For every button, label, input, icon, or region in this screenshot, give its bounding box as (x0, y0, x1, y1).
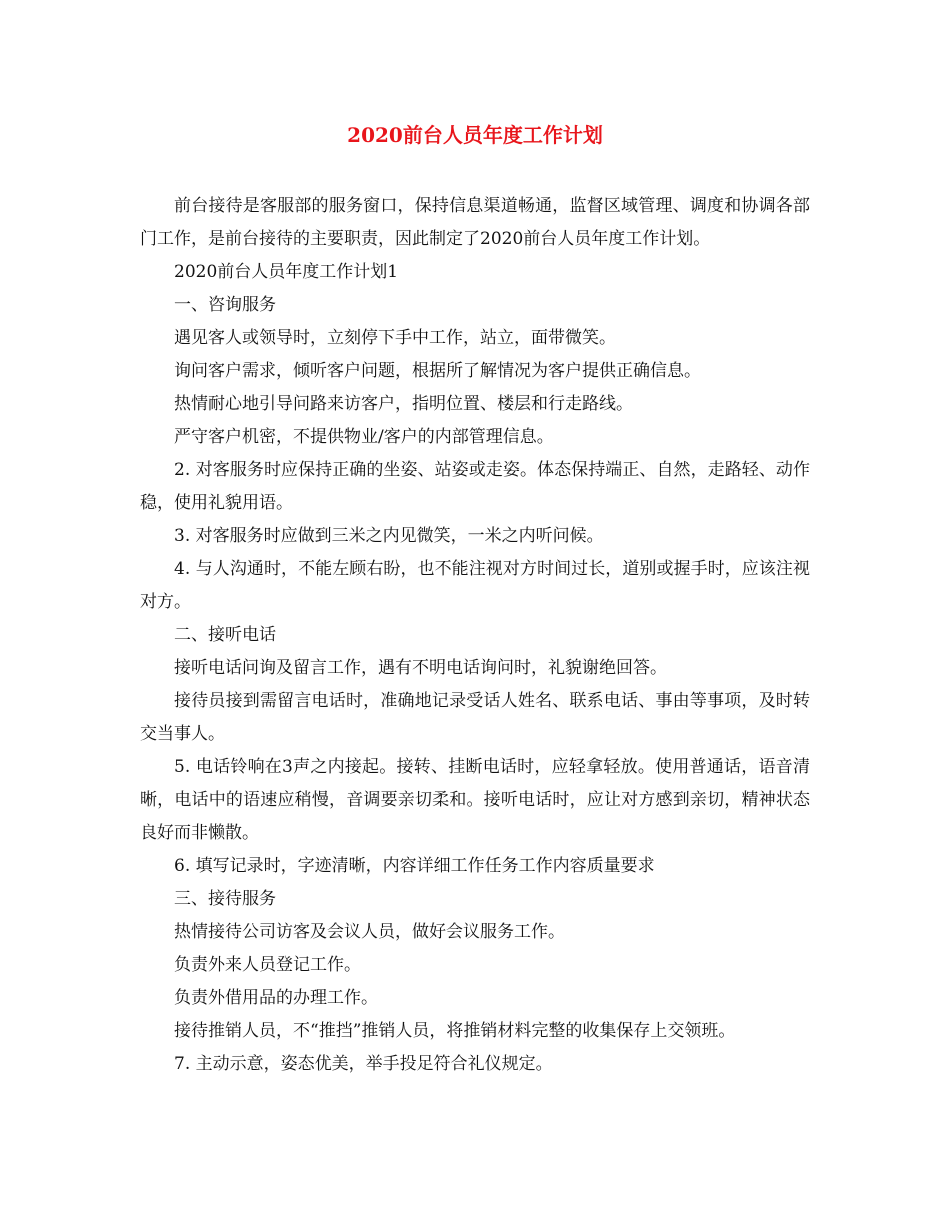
paragraph: 2. 对客服务时应保持正确的坐姿、站姿或走姿。体态保持端正、自然，走路轻、动作稳，使用礼貌用语。 (140, 460, 810, 513)
paragraph: 负责外借用品的办理工作。 (174, 988, 378, 1008)
paragraph: 5. 电话铃响在3声之内接起。接转、挂断电话时，应轻拿轻放。使用普通话，语音清晰，电话中的语速应稍慢，音调要亲切柔和。接听电话时，应让对方感到亲切，精神状态良好而非懒散。 (140, 757, 810, 843)
section-heading: 一、咨询服务 (174, 295, 276, 315)
paragraph: 接待员接到需留言电话时，准确地记录受话人姓名、联系电话、事由等事项，及时转交当事人。 (140, 691, 810, 744)
paragraph: 2020前台人员年度工作计划1 (174, 262, 399, 282)
paragraph: 严守客户机密，不提供物业/客户的内部管理信息。 (174, 427, 554, 447)
paragraph: 询问客户需求，倾听客户问题，根据所了解情况为客户提供正确信息。 (174, 361, 701, 381)
section-heading: 二、接听电话 (174, 625, 276, 645)
document-title: 2020前台人员年度工作计划 (347, 123, 603, 147)
document-body (140, 190, 810, 1081)
section-heading: 三、接待服务 (174, 889, 276, 909)
paragraph: 7. 主动示意，姿态优美，举手投足符合礼仪规定。 (174, 1054, 553, 1074)
paragraph: 前台接待是客服部的服务窗口，保持信息渠道畅通，监督区域管理、调度和协调各部门工作，是前台接待的主要职责，因此制定了2020前台人员年度工作计划。 (140, 196, 810, 249)
paragraph: 3. 对客服务时应做到三米之内见微笑，一米之内听问候。 (174, 526, 604, 546)
paragraph: 负责外来人员登记工作。 (174, 955, 361, 975)
paragraph: 遇见客人或领导时，立刻停下手中工作，站立，面带微笑。 (174, 328, 616, 348)
paragraph: 接听电话问询及留言工作，遇有不明电话询问时，礼貌谢绝回答。 (174, 658, 667, 678)
paragraph: 6. 填写记录时，字迹清晰，内容详细工作任务工作内容质量要求 (174, 856, 655, 876)
paragraph: 接待推销人员，不“推挡”推销人员，将推销材料完整的收集保存上交领班。 (174, 1021, 736, 1041)
paragraph: 4. 与人沟通时，不能左顾右盼，也不能注视对方时间过长，道别或握手时，应该注视对方。 (140, 559, 810, 612)
paragraph: 热情接待公司访客及会议人员，做好会议服务工作。 (174, 922, 565, 942)
paragraph: 热情耐心地引导问路来访客户，指明位置、楼层和行走路线。 (174, 394, 633, 414)
